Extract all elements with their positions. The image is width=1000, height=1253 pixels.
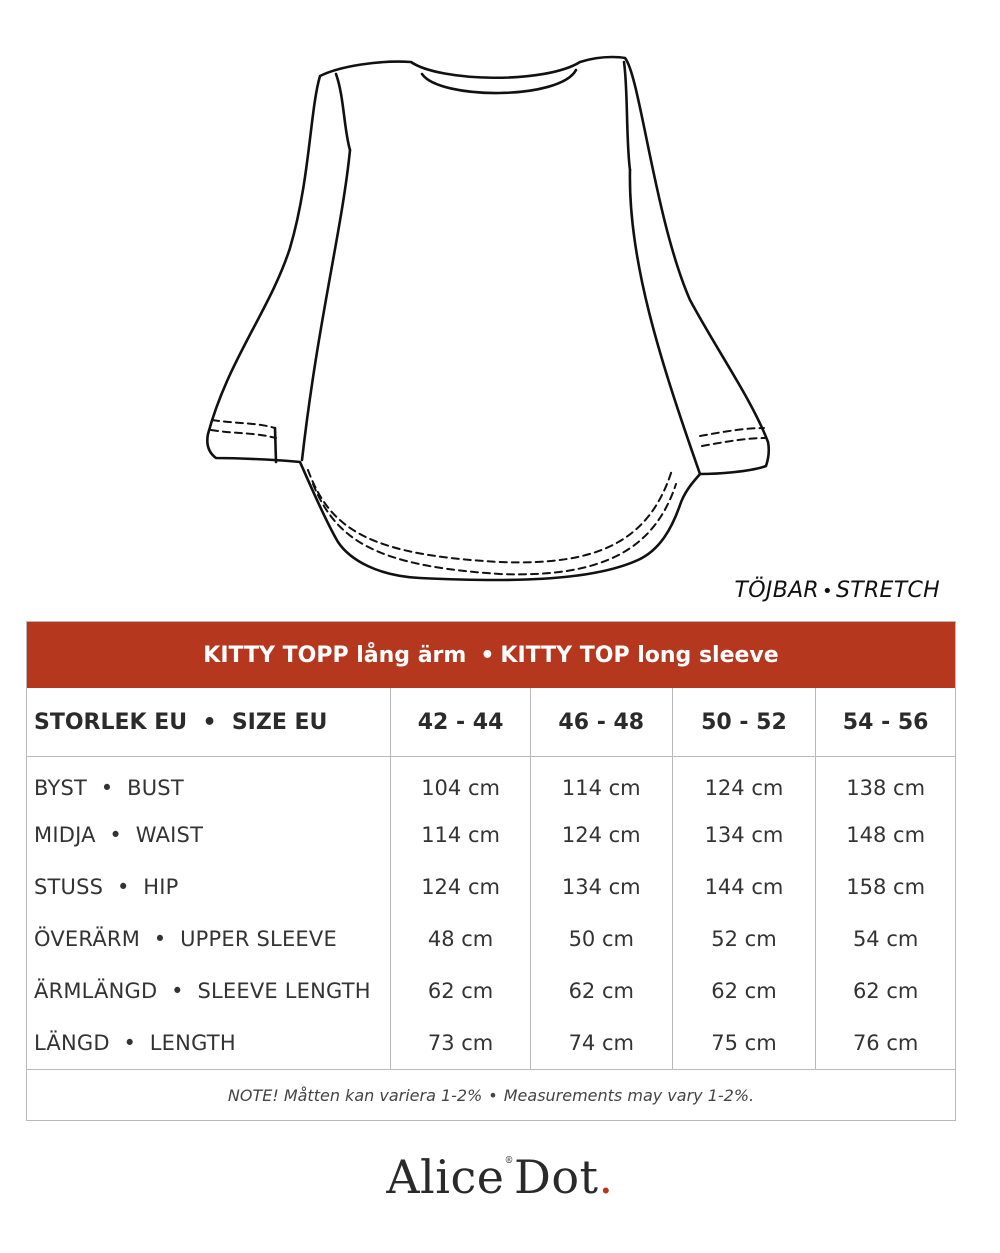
cell-value: 144 cm — [672, 861, 816, 913]
cell-value: 76 cm — [815, 1017, 955, 1069]
brand-logo — [0, 1150, 1000, 1204]
size-header-row — [27, 688, 955, 757]
table-row-upper-sleeve — [27, 913, 955, 965]
cell-value: 73 cm — [390, 1017, 530, 1069]
cell-value: 75 cm — [672, 1017, 816, 1069]
cell-value: 50 cm — [530, 913, 672, 965]
table-title-separator: • — [480, 642, 495, 668]
table-row-bust — [27, 757, 955, 809]
cell-value: 114 cm — [390, 809, 530, 861]
size-col-4: 54 - 56 — [815, 688, 955, 756]
row-label: MIDJA • WAIST — [34, 823, 204, 847]
row-label: BYST • BUST — [34, 776, 184, 800]
cell-value: 158 cm — [815, 861, 955, 913]
cell-value: 134 cm — [672, 809, 816, 861]
cell-value: 62 cm — [530, 965, 672, 1017]
size-col-3: 50 - 52 — [672, 688, 816, 756]
table-title-bar — [27, 622, 955, 688]
cell-value: 134 cm — [530, 861, 672, 913]
brand-part-1: Alice — [386, 1150, 505, 1204]
size-col-2: 46 - 48 — [530, 688, 672, 756]
cell-value: 62 cm — [672, 965, 816, 1017]
stretch-label-en: STRETCH — [835, 578, 940, 603]
stretch-separator: • — [822, 581, 833, 602]
cell-value: 62 cm — [815, 965, 955, 1017]
brand-registered-mark: ® — [504, 1156, 514, 1166]
size-col-1: 42 - 44 — [390, 688, 530, 756]
stretch-label-sv: TÖJBAR — [734, 578, 820, 603]
row-label: LÄNGD • LENGTH — [34, 1031, 236, 1055]
brand-part-2: Dot — [513, 1150, 599, 1204]
stretch-label — [735, 578, 940, 603]
row-label: STUSS • HIP — [34, 875, 179, 899]
long-sleeve-top-illustration — [0, 0, 1000, 600]
note-separator: • — [488, 1085, 498, 1105]
row-label: ÄRMLÄNGD • SLEEVE LENGTH — [34, 979, 371, 1003]
cell-value: 138 cm — [815, 757, 955, 809]
row-label: ÖVERÄRM • UPPER SLEEVE — [34, 927, 337, 951]
note-sv: NOTE! Måtten kan variera 1-2% — [227, 1085, 483, 1105]
cell-value: 114 cm — [530, 757, 672, 809]
measurement-note — [27, 1069, 955, 1120]
cell-value: 48 cm — [390, 913, 530, 965]
note-en: Measurements may vary 1-2%. — [503, 1085, 755, 1105]
size-chart-table — [26, 621, 956, 1121]
table-title-sv: KITTY TOPP lång ärm — [203, 642, 467, 668]
table-row-waist — [27, 809, 955, 861]
cell-value: 124 cm — [530, 809, 672, 861]
cell-value: 104 cm — [390, 757, 530, 809]
cell-value: 148 cm — [815, 809, 955, 861]
brand-dot: . — [598, 1150, 614, 1204]
table-row-hip — [27, 861, 955, 913]
table-title-en: KITTY TOP long sleeve — [500, 642, 779, 668]
table-row-sleeve-length — [27, 965, 955, 1017]
cell-value: 54 cm — [815, 913, 955, 965]
size-label: STORLEK EU • SIZE EU — [34, 709, 328, 735]
table-row-length — [27, 1017, 955, 1069]
cell-value: 124 cm — [390, 861, 530, 913]
measurement-rows — [27, 757, 955, 1069]
cell-value: 74 cm — [530, 1017, 672, 1069]
cell-value: 62 cm — [390, 965, 530, 1017]
cell-value: 52 cm — [672, 913, 816, 965]
cell-value: 124 cm — [672, 757, 816, 809]
